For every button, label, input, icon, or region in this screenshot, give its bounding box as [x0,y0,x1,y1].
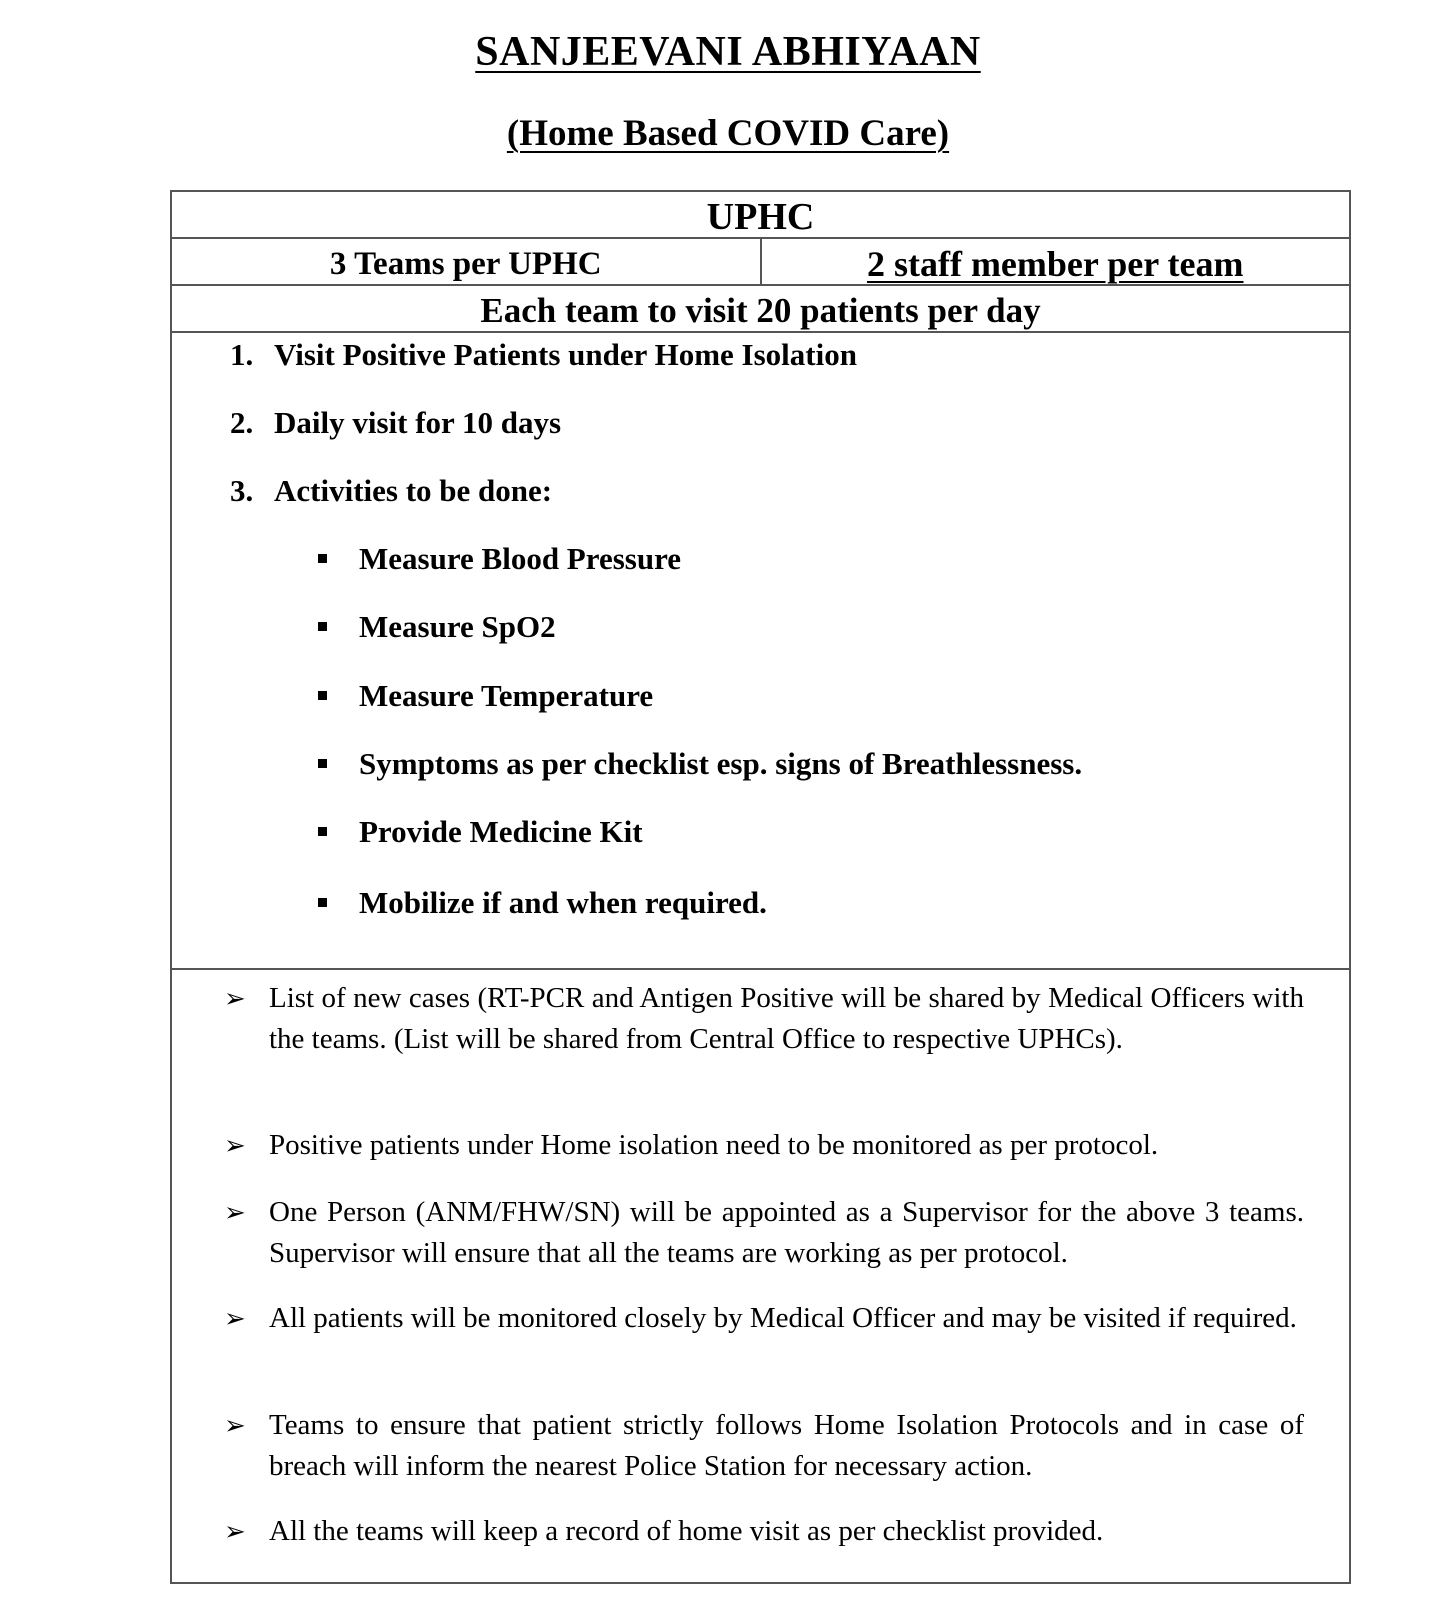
numbered-item: 3. Activities to be done: [230,473,553,508]
team-composition-row [172,239,1349,286]
square-bullet-icon [318,622,327,631]
square-bullet-icon [318,827,327,836]
square-bullet-icon [318,759,327,768]
note-item: ➢ One Person (ANM/FHW/SN) will be appointed as a Supervisor for the above 3 teams. Supervisor will ensure that all the teams are working as per protocol. [224,1192,1304,1274]
activity-item: Symptoms as per checklist esp. signs of Breathlessness. [318,746,1082,782]
visits-per-day-row: Each team to visit 20 patients per day [172,286,1349,333]
square-bullet-icon [318,554,327,563]
arrow-bullet-icon: ➢ [224,1517,246,1546]
activities-section [172,333,1349,970]
numbered-item: 2. Daily visit for 10 days [230,405,562,440]
teams-per-uphc-cell: 3 Teams per UPHC [172,239,762,284]
staff-per-team-cell: 2 staff member per team [866,244,1244,284]
activity-item: Measure SpO2 [318,609,556,645]
note-item: ➢ List of new cases (RT-PCR and Antigen Positive will be shared by Medical Officers with the teams. (List will be shared from Central Office to respective UPHCs). [224,978,1304,1060]
table-header-uphc: UPHC [172,192,1349,239]
document-subtitle: (Home Based COVID Care) [506,113,950,154]
document-title: SANJEEVANI ABHIYAAN [475,29,981,75]
activity-item: Provide Medicine Kit [318,814,643,850]
arrow-bullet-icon: ➢ [224,1304,246,1333]
activity-item: Measure Blood Pressure [318,541,681,577]
arrow-bullet-icon: ➢ [224,1411,246,1440]
square-bullet-icon [318,691,327,700]
notes-section [172,970,1349,1582]
note-item: ➢ Teams to ensure that patient strictly follows Home Isolation Protocols and in case of breach will inform the nearest Police Station for necessary action. [224,1405,1304,1487]
arrow-bullet-icon: ➢ [224,984,246,1013]
activity-item: Mobilize if and when required. [318,885,767,921]
arrow-bullet-icon: ➢ [224,1131,246,1160]
numbered-item: 1. Visit Positive Patients under Home Isolation [230,337,857,372]
protocol-table [170,190,1351,1584]
arrow-bullet-icon: ➢ [224,1198,246,1227]
note-item: ➢ All the teams will keep a record of home visit as per checklist provided. [224,1511,1304,1552]
square-bullet-icon [318,898,327,907]
note-item: ➢ Positive patients under Home isolation need to be monitored as per protocol. [224,1125,1304,1166]
note-item: ➢ All patients will be monitored closely by Medical Officer and may be visited if required. [224,1298,1304,1339]
activity-item: Measure Temperature [318,678,653,714]
